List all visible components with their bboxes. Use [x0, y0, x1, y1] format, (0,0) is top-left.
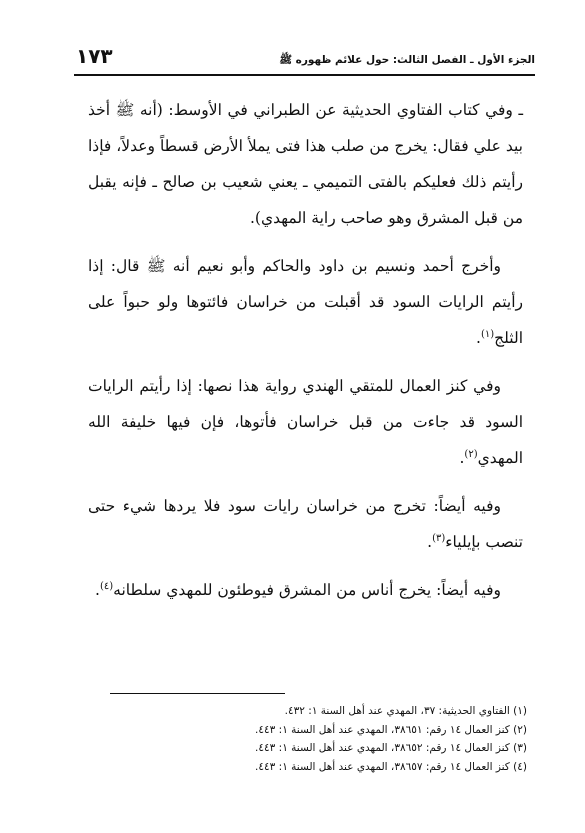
paragraph-end: . [476, 329, 481, 347]
footnote-marker: (١) [480, 328, 495, 340]
paragraph [88, 368, 523, 476]
footnote: (٣) كنز العمال ١٤ رقم: ٣٨٦٥٢، المهدي عند أهل السنة ١: ٤٤٣. [255, 742, 527, 754]
paragraph-text: وأخرج أحمد ونسيم بن داود والحاكم وأبو نعيم أنه ﷺ قال: إذا رأيتم الرايات السود قد أقبلت من خراسان فائتوها ولو حبواً على الثلج [88, 257, 523, 347]
footnote-marker: (٢) [464, 448, 478, 460]
paragraph [88, 488, 523, 560]
paragraph-end: . [95, 581, 100, 599]
paragraph [88, 92, 523, 236]
main-text [88, 92, 523, 620]
footnote-marker: (٤) [99, 580, 114, 592]
paragraph-end: . [459, 449, 465, 467]
footnote-marker: (٣) [432, 532, 446, 544]
footnote: (١) الفتاوي الحديثية: ٣٧، المهدي عند أهل السنة ١: ٤٣٢. [284, 705, 527, 717]
paragraph-text: وفيه أيضاً: تخرج من خراسان رايات سود فلا يردها شيء حتى تنصب بإيلياء [88, 497, 523, 551]
paragraph-end: . [427, 533, 433, 551]
paragraph-text: ـ وفي كتاب الفتاوي الحديثية عن الطبراني في الأوسط: (أنه ﷺ أخذ بيد علي فقال: يخرج من صلب هذا فتى يملأ الأرض قسطاً وعدلاً، فإذا رأيتم ذلك فعليكم بالفتى التميمي ـ يعني شعيب بن صالح ـ فإنه يقبل من قبل المشرق وهو صاحب راية المهدي). [88, 101, 523, 227]
paragraph-text: وفيه أيضاً: يخرج أناس من المشرق فيوطئون للمهدي سلطانه [113, 581, 501, 599]
page-number: ١٧٣ [76, 44, 113, 68]
paragraph [88, 572, 523, 608]
footnotes [110, 693, 527, 776]
paragraph-text: وفي كنز العمال للمتقي الهندي رواية هذا نصها: إذا رأيتم الرايات السود قد جاءت من قبل خراسان فأتوها، فإن فيها خليفة الله المهدي [88, 377, 523, 467]
running-header [74, 44, 535, 76]
paragraph [88, 248, 523, 356]
footnote-separator [110, 693, 285, 694]
footnote: (٢) كنز العمال ١٤ رقم: ٣٨٦٥١، المهدي عند أهل السنة ١: ٤٤٣. [255, 723, 527, 736]
chapter-title: الجزء الأول ـ الفصل الثالث: حول علائم ظهوره ﷺ [279, 54, 535, 66]
footnote: (٤) كنز العمال ١٤ رقم: ٣٨٦٥٧، المهدي عند أهل السنة ١: ٤٤٣. [255, 760, 527, 773]
